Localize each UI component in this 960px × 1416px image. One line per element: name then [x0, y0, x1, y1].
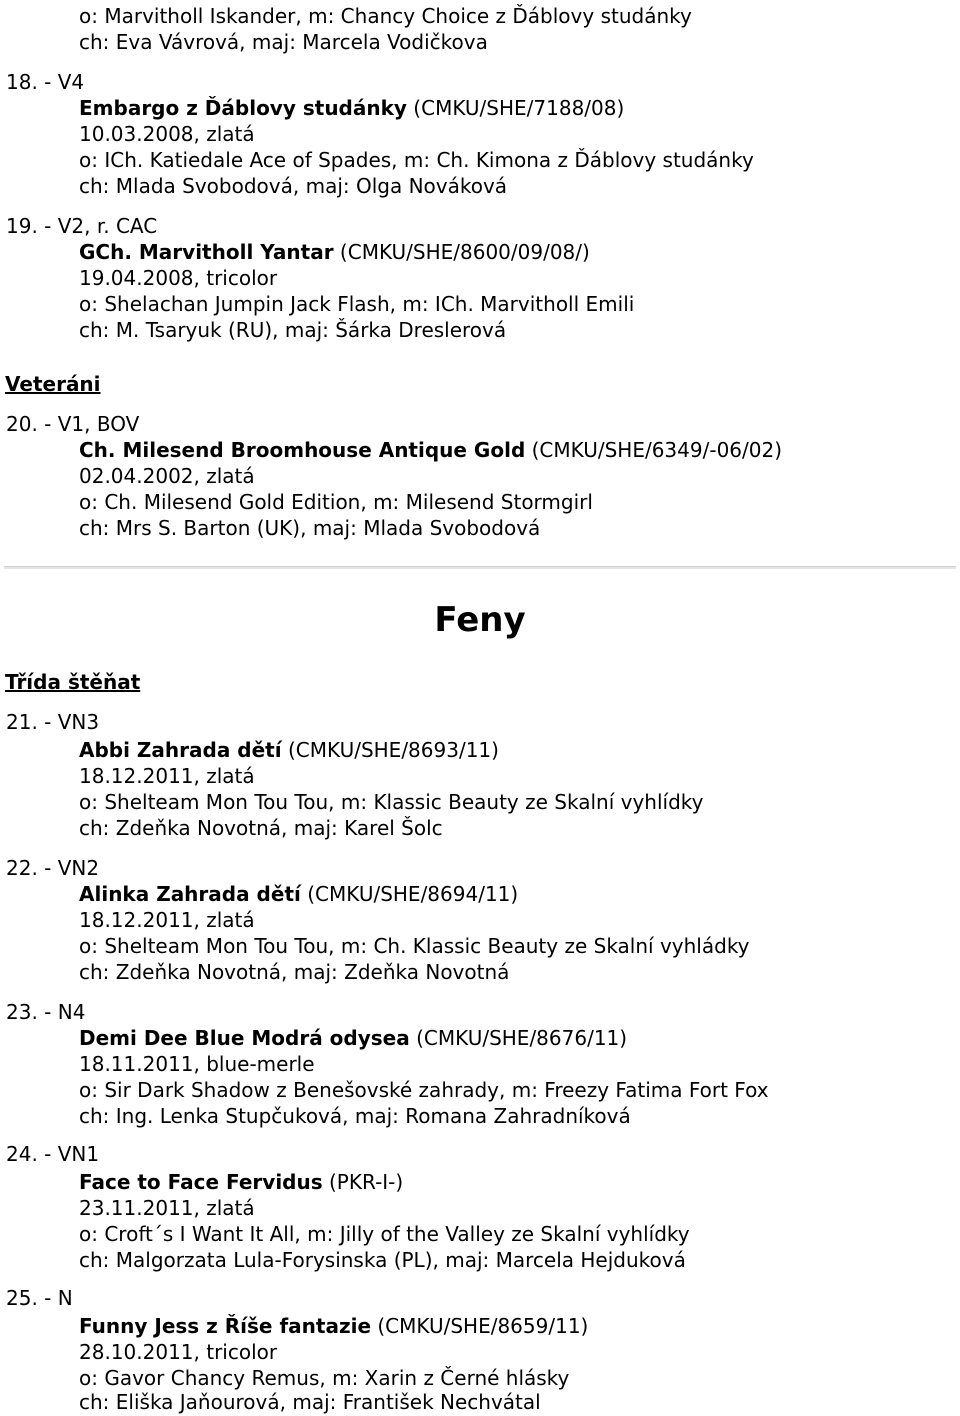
entry-title [79, 438, 782, 462]
parents: o: Shelachan Jumpin Jack Flash, m: ICh. Marvitholl Emili [79, 292, 635, 316]
continuation-parents: o: Marvitholl Iskander, m: Chancy Choice z Ďáblovy studánky [79, 4, 692, 28]
entry-title [79, 96, 624, 120]
dog-name: Funny Jess z Říše fantazie [79, 1314, 372, 1338]
registration-number: (CMKU/SHE/8694/11) [300, 882, 519, 906]
breeder-owner: ch: Ing. Lenka Stupčuková, maj: Romana Zahradníková [79, 1104, 631, 1128]
dog-name: Demi Dee Blue Modrá odysea [79, 1026, 410, 1050]
gender-heading: Feny [434, 600, 526, 640]
breeder-owner: ch: M. Tsaryuk (RU), maj: Šárka Dreslerová [79, 318, 507, 342]
dog-name: Abbi Zahrada dětí [79, 738, 282, 762]
parents: o: Croft´s I Want It All, m: Jilly of the Valley ze Skalní vyhlídky [79, 1222, 690, 1246]
horizontal-divider [4, 566, 956, 569]
entry-title [79, 1170, 403, 1194]
registration-number: (CMKU/SHE/8659/11) [371, 1314, 589, 1338]
registration-number: (PKR-I-) [322, 1170, 404, 1194]
entry-placement: 21. - VN3 [6, 710, 100, 734]
breeder-owner: ch: Mrs S. Barton (UK), maj: Mlada Svobodová [79, 516, 541, 540]
section-heading-stenata: Třída štěňat [5, 670, 141, 694]
entry-placement: 22. - VN2 [6, 856, 100, 880]
entry-title [79, 1026, 627, 1050]
breeder-owner: ch: Mlada Svobodová, maj: Olga Nováková [79, 174, 508, 198]
entry-title [79, 1314, 588, 1338]
birth-date-color: 02.04.2002, zlatá [79, 464, 255, 488]
birth-date-color: 10.03.2008, zlatá [79, 122, 255, 146]
birth-date-color: 18.12.2011, zlatá [79, 908, 255, 932]
registration-number: (CMKU/SHE/8600/09/08/) [333, 240, 590, 264]
entry-placement: 20. - V1, BOV [6, 412, 140, 436]
dog-name: Alinka Zahrada dětí [79, 882, 301, 906]
entry-placement: 19. - V2, r. CAC [6, 214, 158, 238]
birth-date-color: 28.10.2011, tricolor [79, 1340, 278, 1364]
birth-date-color: 19.04.2008, tricolor [79, 266, 278, 290]
breeder-owner: ch: Zdeňka Novotná, maj: Zdeňka Novotná [79, 960, 510, 984]
breeder-owner: ch: Malgorzata Lula-Forysinska (PL), maj: Marcela Hejduková [79, 1248, 686, 1272]
continuation-owners: ch: Eva Vávrová, maj: Marcela Vodičkova [79, 30, 488, 54]
entry-placement: 25. - N [6, 1286, 73, 1310]
birth-date-color: 18.12.2011, zlatá [79, 764, 255, 788]
entry-title [79, 882, 518, 906]
breeder-owner: ch: Eliška Jaňourová, maj: František Nechvátal [79, 1390, 541, 1414]
breeder-owner: ch: Zdeňka Novotná, maj: Karel Šolc [79, 816, 443, 840]
dog-name: Embargo z Ďáblovy studánky [79, 96, 407, 120]
registration-number: (CMKU/SHE/6349/-06/02) [525, 438, 783, 462]
parents: o: Ch. Milesend Gold Edition, m: Milesend Stormgirl [79, 490, 593, 514]
birth-date-color: 23.11.2011, zlatá [79, 1196, 255, 1220]
parents: o: ICh. Katiedale Ace of Spades, m: Ch. Kimona z Ďáblovy studánky [79, 148, 754, 172]
parents: o: Gavor Chancy Remus, m: Xarin z Černé hlásky [79, 1366, 570, 1390]
birth-date-color: 18.11.2011, blue-merle [79, 1052, 315, 1076]
entry-placement: 24. - VN1 [6, 1142, 100, 1166]
entry-placement: 23. - N4 [6, 1000, 86, 1024]
entry-title [79, 738, 499, 762]
registration-number: (CMKU/SHE/8693/11) [281, 738, 499, 762]
registration-number: (CMKU/SHE/7188/08) [406, 96, 625, 120]
registration-number: (CMKU/SHE/8676/11) [409, 1026, 628, 1050]
parents: o: Shelteam Mon Tou Tou, m: Ch. Klassic Beauty ze Skalní vyhládky [79, 934, 750, 958]
parents: o: Sir Dark Shadow z Benešovské zahrady, m: Freezy Fatima Fort Fox [79, 1078, 769, 1102]
entry-title [79, 240, 590, 264]
parents: o: Shelteam Mon Tou Tou, m: Klassic Beauty ze Skalní vyhlídky [79, 790, 704, 814]
entry-placement: 18. - V4 [6, 70, 85, 94]
dog-name: Ch. Milesend Broomhouse Antique Gold [79, 438, 526, 462]
section-heading-veterani: Veteráni [5, 372, 101, 396]
dog-name: Face to Face Fervidus [79, 1170, 323, 1194]
dog-name: GCh. Marvitholl Yantar [79, 240, 334, 264]
